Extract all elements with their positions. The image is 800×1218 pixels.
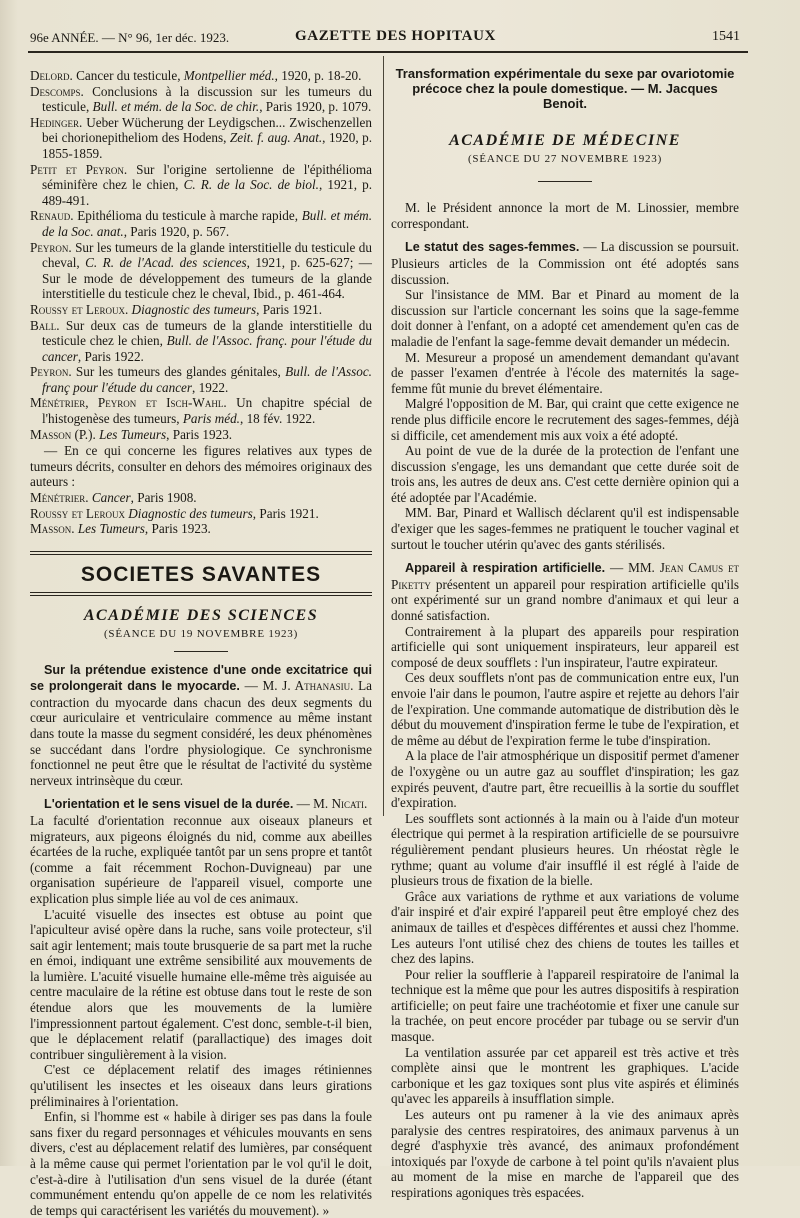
paragraph: C'est ce déplacement relatif des images rétiniennes qu'utilisent les insectes et les oiseaux dans leurs girations préliminaires à l'orientation.: [30, 1062, 372, 1109]
reference-entry: [30, 240, 372, 302]
academy-title: ACADÉMIE DE MÉDECINE: [449, 132, 681, 149]
article-orientation-head: [30, 796, 372, 813]
paragraph: Enfin, si l'homme est « habile à diriger ses pas dans la foule sans fixer du regard personnages et véhicules mouvants en sens divers, c'est au déplacement relatif des lumières, par conséquent à la même cause qui permet l'orientation par le vol qu'il le doit, c'est-à-dire à l'utilisation d'un sens visuel de la durée (étant communément entendu qu'on appelle de ce nom les relativités de temps qui caractérisent les variétés du mouvement). »: [30, 1109, 372, 1218]
reference-author: Delord.: [30, 68, 73, 83]
reference-tail: , Paris 1920, p. 567.: [123, 223, 230, 239]
reference-source: C. R. de la Soc. de biol.: [183, 177, 319, 193]
paragraph: Pour relier la soufflerie à l'appareil respiratoire de l'animal la technique est la même que pour les autres dispositifs à respiration artificielle; on peut faire une trachéotomie et fixer une canule sur la trachée, on peut encore procéder par tubage ou se servir d'un masque.: [391, 966, 739, 1045]
reference-tail: , 1921, p. 489-491.: [42, 177, 373, 208]
article-author: — MM. Jean Camus et Piketty: [391, 560, 739, 592]
paragraph: Les soufflets sont actionnés à la main ou à l'aide d'un moteur électrique qui permet à la respiration artificielle de se poursuivre régulièrement pendant plusieurs heures. Un rhéostat règle le rythme; quant au volume d'air insufflé il est réglé à l'aide de plusieurs trous de fixation de la bielle.: [391, 810, 739, 889]
paragraph: L'acuité visuelle des insectes est obtuse au point que l'apiculteur avisé opère dans la ruche, sans voile protecteur, s'il sait agir lentement; mais toute brusquerie de sa part met la ruche en émoi, indiquant une extrême sensibilité aux mouvements de la lumière. L'acuité visuelle humaine elle-même très aiguisée au centre maculaire de la rétine est obtuse dans tout le reste de son étendue alors que les mouvements de la lumière l'impressionnent partout également. C'est donc, semble-t-il bien, que le déplacement relatif (parallactique) des images doit contribuer singulièrement à la vision.: [30, 906, 372, 1062]
reference-author: Ball.: [30, 317, 60, 333]
reference-entry: [30, 208, 372, 239]
reference-text: Epithélioma du testicule à marche rapide,: [73, 208, 302, 224]
reference-tail: , Paris 1921.: [256, 301, 323, 317]
header-rule: [28, 51, 748, 53]
academy-session: (SÉANCE DU 19 NOVEMBRE 1923): [103, 628, 299, 640]
reference-entry: [30, 302, 372, 318]
reference-entry: [30, 115, 372, 162]
reference-source: Diagnostic des tumeurs: [131, 301, 257, 317]
reference-text: Sur les tumeurs des glandes génitales,: [71, 364, 286, 380]
reference-tail: , 18 fév. 1922.: [239, 411, 316, 427]
reference-tail: , Paris 1923.: [144, 521, 211, 537]
reference-author: Roussy et Leroux: [30, 505, 125, 521]
right-column: [391, 66, 739, 1201]
reference-author: Masson.: [30, 521, 75, 537]
article-author: — M. J. Athanasiu.: [239, 678, 354, 694]
reference-author: Descomps.: [30, 83, 84, 99]
reference-author: Roussy et Leroux.: [30, 301, 129, 317]
reference-entry: [30, 490, 372, 506]
reference-author: Masson (P.).: [30, 426, 96, 442]
reference-text: Cancer du testicule,: [72, 68, 184, 83]
paragraph: MM. Bar, Pinard et Wallisch déclarent qu'il est indispensable d'exiger que les sages-femmes ne pratiquent le toucher vaginal et surtout le toucher utérin qu'avec des gants stérilisés.: [391, 505, 739, 552]
reference-tail: , Paris 1908.: [130, 490, 197, 506]
reference-tail: , 1922.: [192, 379, 229, 395]
reference-text: Conclusions à la discussion sur les tumeurs du testicule,: [42, 83, 372, 115]
president-note: M. le Président annonce la mort de M. Linossier, membre correspondant.: [391, 200, 739, 231]
reference-entry: [30, 84, 372, 115]
reference-entry: [30, 318, 372, 365]
bibliography-extra: [30, 490, 372, 537]
paragraph: M. Mesureur a proposé un amendement demandant qu'avant de passer l'examen d'entrée à l'école des maternités la sage-femme fût munie du brevet élémentaire.: [391, 349, 739, 396]
paragraph-text: — La discussion se poursuit. Plusieurs articles de la Commission ont été adoptés sans discussion.: [391, 239, 739, 287]
paragraph: Au point de vue de la durée de la protection de l'enfant une discussion s'engage, les uns demandant que cette durée soit de trois ans, les autres de deux ans. C'est cette dernière opinion qui a été adoptée par l'Académie.: [391, 443, 739, 505]
academy-session: (SÉANCE DU 27 NOVEMBRE 1923): [467, 152, 663, 165]
reference-entry: [30, 427, 372, 443]
reference-entry: [30, 68, 372, 84]
reference-entry: [30, 395, 372, 426]
paragraph: A la place de l'air atmosphérique un dispositif permet d'amener de l'oxygène ou un autre gaz au soufflet d'inspiration; les gaz expirés peuvent, d'autre part, être recueillis à la sortie du soufflet d'expiration.: [391, 748, 739, 811]
reference-entry: [30, 521, 372, 537]
reference-text: Sur les tumeurs de la glande interstitielle du testicule du cheval,: [42, 239, 372, 271]
paragraph: [391, 560, 739, 623]
reference-author: Renaud.: [30, 208, 74, 224]
reference-author: Hedinger.: [30, 114, 83, 130]
column-divider: [383, 56, 384, 816]
reference-source: Les Tumeurs: [77, 521, 145, 537]
paragraph: [391, 239, 739, 287]
reference-tail: , 1920, p. 18-20.: [274, 68, 362, 83]
reference-author: Peyron.: [30, 239, 72, 255]
bibliography: [30, 68, 372, 442]
reference-tail: , Paris 1921.: [252, 505, 319, 521]
reference-text: Un chapitre spécial de l'histogenèse des tumeurs,: [42, 395, 372, 427]
journal-title: GAZETTE DES HOPITAUX: [295, 28, 496, 44]
reference-source: Paris méd.: [182, 411, 240, 427]
section-banner: SOCIETES SAVANTES: [80, 562, 322, 586]
reference-source: Montpellier méd.: [183, 68, 275, 83]
reference-tail: , Paris 1922.: [77, 348, 144, 364]
top-article-title: Transformation expérimentale du sexe par ovariotomie précoce chez la poule domestique. — M. Jacques Benoit.: [395, 66, 735, 111]
left-column: [30, 68, 372, 1218]
short-rule: [538, 181, 592, 182]
reference-entry: [30, 506, 372, 522]
paragraph: Ces deux soufflets n'ont pas de communication entre eux, l'un envoie l'air dans le poumon, l'autre aspire et rejette au dehors l'air de l'expiration. Une commande automatique de distribution dès le début du mouvement d'inspiration ferme le tube de l'expiration, et de même au début de l'expiration ferme le tube d'inspiration.: [391, 670, 739, 748]
bibliography-note: — En ce qui concerne les figures relatives aux types de tumeurs décrits, consulter en dehors des mémoires originaux des auteurs :: [30, 443, 372, 490]
reference-author: Petit et Peyron.: [30, 161, 128, 177]
article-myocarde: [30, 662, 372, 789]
reference-source: Zeit. f. aug. Anat.: [229, 130, 323, 146]
page-header: [30, 26, 740, 50]
article-lead: Appareil à respiration artificielle.: [405, 561, 606, 576]
reference-author: Ménétrier.: [30, 490, 89, 506]
article-lead: Le statut des sages-femmes.: [405, 240, 580, 255]
paragraph-text: présentent un appareil pour respiration artificielle qu'ils ont expérimenté sur un grand nombre d'animaux et qui leur a donné satisfaction.: [391, 576, 739, 624]
reference-tail: , 1921, p. 625-627; — Sur le mode de développement des tumeurs de la glande interstitielle du testicule chez le cheval, Ibid., p. 461-464.: [42, 255, 372, 302]
reference-source: Bull. et mém. de la Soc. de chir.: [92, 99, 260, 115]
article-author: — M. Nicati.: [293, 796, 368, 812]
reference-entry: [30, 162, 372, 209]
short-rule: [174, 651, 228, 652]
reference-text: Ueber Wücherung der Leydigschen... Zwischenzellen bei chorionepitheliom des Hodens,: [42, 114, 372, 146]
reference-source: Bull. de l'Assoc. franç pour l'étude du cancer: [42, 364, 372, 395]
reference-source: C. R. de l'Acad. des sciences: [85, 255, 247, 271]
reference-author: Ménétrier, Peyron et Isch-Wahl.: [30, 395, 227, 411]
reference-tail: , Paris 1920, p. 1079.: [259, 99, 372, 115]
academy-title: ACADÉMIE DES SCIENCES: [83, 607, 319, 625]
page-number: 1541: [712, 29, 740, 44]
paragraph: Les auteurs ont pu ramener à la vie des animaux après paralysie des centres respiratoires, des animaux parvenus à un degré d'asphyxie très avancé, des animaux profondément intoxiqués par l'oxyde de carbone à tel point qu'ils n'avaient plus au moment de la mise en marche de l'appareil que des respirations agoniques très espacées.: [391, 1107, 739, 1200]
article-lead: Sur la prétendue existence d'une onde excitatrice qui se prolongerait dans le myocarde.: [30, 662, 372, 694]
reference-text: Sur l'origine sertolienne de l'épithélioma séminifère chez le chien,: [42, 161, 372, 193]
paragraph: Sur l'insistance de MM. Bar et Pinard au moment de la discussion sur l'article concernant les soins que la sage-femme doit donner à l'enfant, on a adopté cet amendement qu'en cas de maladie de l'enfant la sage-femme devait demander un médecin.: [391, 287, 739, 349]
article-lead: L'orientation et le sens visuel de la durée.: [44, 797, 294, 812]
reference-text: Sur deux cas de tumeurs de la glande interstitielle du testicule chez le chien,: [42, 317, 372, 349]
paragraph: La faculté d'orientation reconnue aux oiseaux planeurs et migrateurs, aux pigeons éloignés du nid, comme aux abeilles écartées de la ruche, expliquée tantôt par un sens propre et tantôt (comme a fait récemment Rochon-Duvigneau) par une organisation supérieure de l'appareil visuel, comporte une explication plus simple liée au vol de ces animaux.: [30, 812, 372, 906]
reference-source: Bull. et mém. de la Soc. anat.: [42, 208, 372, 239]
paragraph: Contrairement à la plupart des appareils pour respiration artificielle qui sont uniquement inspirateurs, leur appareil est composé de deux soufflets : l'un inspirateur, l'autre expirateur.: [391, 623, 739, 670]
reference-tail: , 1920, p. 1855-1859.: [42, 130, 372, 161]
reference-source: Bull. de l'Assoc. franç. pour l'étude du cancer: [42, 333, 373, 364]
article-orientation-body: [30, 813, 372, 1218]
reference-author: Peyron.: [30, 364, 72, 380]
paragraph: Grâce aux variations de rythme et aux variations de volume d'air inspiré et d'air expiré l'appareil peut être employé chez des animaux de tailles et d'espèces différentes et aussi chez l'homme. Les auteurs l'ont utilisé chez des chiens de toutes les tailles et chez des lapins.: [391, 888, 739, 967]
reference-entry: [30, 364, 372, 395]
reference-source: Les Tumeurs: [99, 426, 167, 442]
reference-source: Diagnostic des tumeurs: [128, 505, 253, 521]
article-respiration: [391, 560, 739, 1200]
issue-info: 96e ANNÉE. — N° 96, 1er déc. 1923.: [30, 30, 230, 45]
paragraph: Malgré l'opposition de M. Bar, qui craint que cette exigence ne rende plus difficile encore le recrutement des sages-femmes, déjà si difficile, cet amendement mis aux voix a été adopté.: [391, 396, 739, 443]
paragraph: La ventilation assurée par cet appareil est très active et très complète ainsi que le montrent les graphiques. L'acide carbonique et les gaz toxiques sont plus vite aspirés et éliminés qu'avec les appareils à insufflation simple.: [391, 1044, 739, 1107]
article-sages-femmes: [391, 239, 739, 552]
reference-source: Cancer: [91, 490, 131, 506]
reference-tail: , Paris 1923.: [166, 426, 233, 442]
article-body: La contraction du myocarde dans chacun des deux segments du cœur auriculaire et ventriculaire commence au même instant dans toute la masse du segment considéré, les deux phénomènes se succédant dans l'ordre physiologique. Ce synchronisme fonctionnel ne peut être que le résultat de l'activité du système nerveux intrinsèque du cœur.: [30, 678, 372, 788]
